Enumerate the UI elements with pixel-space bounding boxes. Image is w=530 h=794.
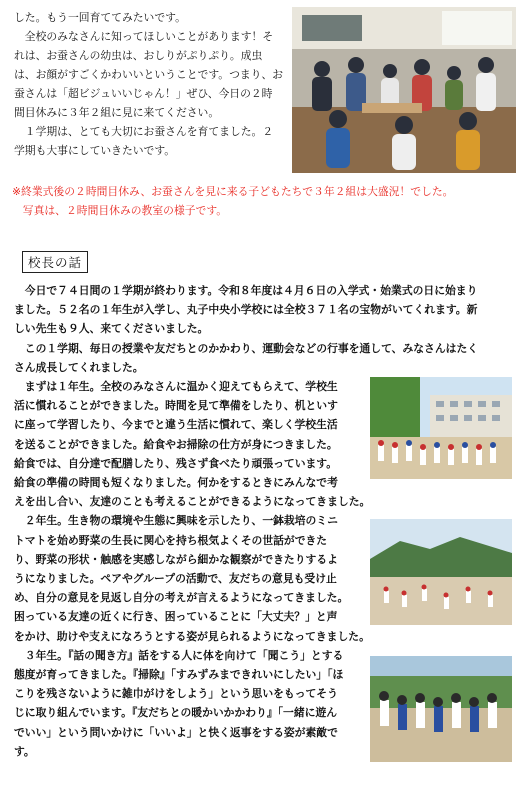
body-line: ました。５２名の１年生が入学し、丸子中央小学校には全校３７１名の宝物がいてくれます。新 — [14, 303, 478, 317]
body-line: を送ることができました。給食やお掃除の仕方が身につきました。 — [14, 437, 338, 451]
note-line: ※終業式後の２時間目休み、お蚕さんを見に来る子どもたちで３年２組は大盛況！でした。 — [12, 185, 454, 198]
intro-text — [14, 8, 286, 160]
intro-line: 間目休みに３年２組に見に来てください。 — [14, 106, 220, 119]
body-line: め、自分の意見を見返し自分の考えが言えるようになってきました。 — [14, 591, 349, 605]
red-note — [12, 182, 522, 220]
body-line: トマトを始め野菜の生長に関心を持ち根気よくその世話ができた — [14, 533, 328, 547]
body-line: 活に慣れることができました。時間を見て準備をしたり、机といす — [14, 399, 338, 413]
body-line: をかけ、助けや支えになろうとする姿が見られるようになってきました。 — [14, 629, 370, 643]
body-line: じに取り組んでいます。『友だちとの暖かいかかわり』「一緒に遊ん — [14, 706, 338, 720]
body-line: す。 — [14, 744, 35, 758]
intro-line: した。もう一回育ててみたいです。 — [14, 11, 186, 24]
body-line: まずは１年生。全校のみなさんに温かく迎えてもらえて、学校生 — [14, 380, 338, 394]
sports-day-photo-1 — [370, 377, 512, 479]
body-line: しい先生も９人、来てくださいました。 — [14, 322, 209, 336]
intro-line: １学期は、とても大切にお蚕さんを育てました。２ — [14, 125, 274, 138]
section-heading: 校長の話 — [22, 251, 88, 273]
body-line: この１学期、毎日の授業や友だちとのかかわり、運動会などの行事を通して、みなさんはたく — [14, 341, 479, 355]
note-line: 写真は、２時間目休みの教室の様子です。 — [12, 204, 228, 217]
body-line: さん成長してくれました。 — [14, 360, 144, 374]
body-line: ２年生。生き物の環境や生態に興味を示したり、一鉢栽培のミニ — [14, 514, 338, 528]
body-line: り、野菜の形状・触感を実感しながら細かな観察ができたりするよ — [14, 552, 338, 566]
body-line: 困っている友達の近くに行き、困っていることに「大丈夫？」と声 — [14, 610, 338, 624]
body-line: でいい」という問いかけに「いいよ」と快く返事をする姿が素敵で — [14, 725, 338, 739]
body-line: ３年生。『話の聞き方』話をする人に体を向けて「聞こう」とする — [14, 648, 344, 662]
classroom-photo — [292, 7, 516, 173]
body-line: に座って学習したり、今までと違う生活に慣れて、楽しく学校生活 — [14, 418, 338, 432]
intro-line: 全校のみなさんに知ってほしいことがあります！そ — [14, 30, 274, 43]
body-line: えを出し合い、友達のことも考えることができるようになってきました。 — [14, 495, 371, 509]
sports-day-photo-3 — [370, 656, 512, 762]
intro-line: は、お顔がすごくかわいいということです。つまり、お — [14, 68, 284, 81]
body-line: こりを残さないように雑巾がけをしよう」という思いをもってそう — [14, 687, 338, 701]
body-line: うになりました。ペアやグループの活動で、友だちの意見も受け止 — [14, 572, 337, 586]
intro-line: れは、お蚕さんの幼虫は、おしりがぷりぷり。成虫 — [14, 49, 263, 62]
intro-line: 学期も大事にしていきたいです。 — [14, 144, 176, 157]
body-line: 態度が育ってきました。『掃除』「すみずみまできれいにしたい」「ほ — [14, 668, 344, 682]
body-line: 給食の準備の時間も短くなりました。何かをするときにみんなで考 — [14, 476, 338, 490]
intro-line: 蚕さんは「超ビジュいいじゃん！」ぜひ、今日の２時 — [14, 87, 273, 100]
body-line: 今日で７４日間の１学期が終わります。令和８年度は４月６日の入学式・始業式の日に始まり — [14, 284, 478, 297]
sports-day-photo-2 — [370, 519, 512, 625]
body-line: 給食では、自分達で配膳したり、残さず食べたり頑張っています。 — [14, 456, 338, 470]
